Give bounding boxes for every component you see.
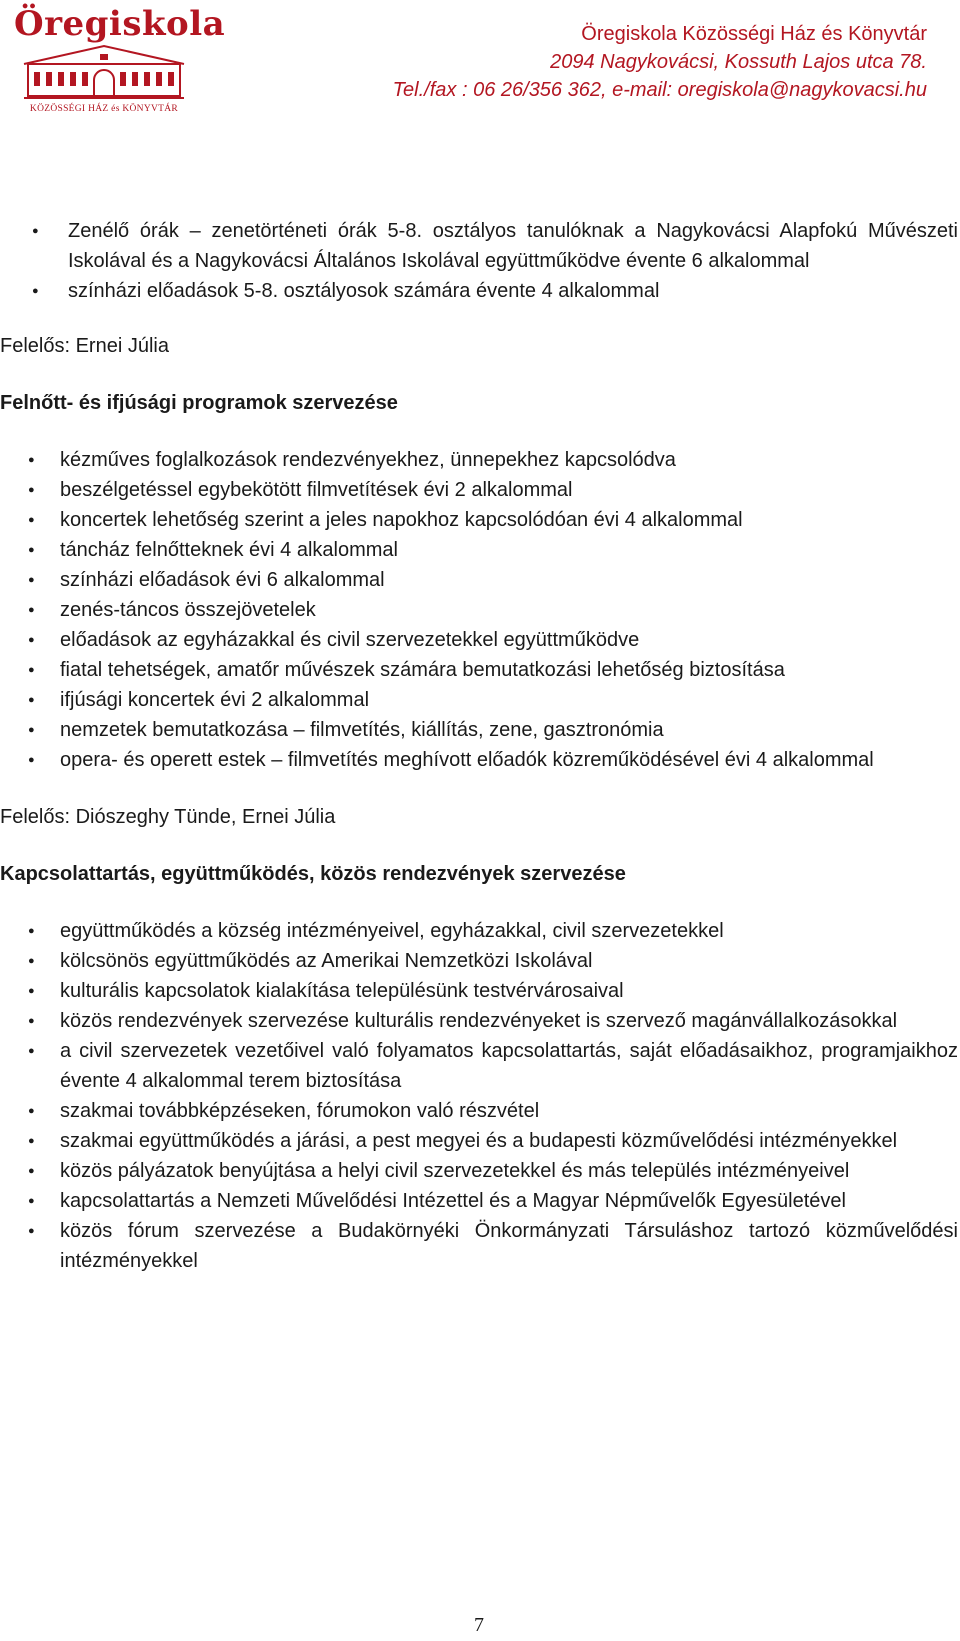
address: 2094 Nagykovácsi, Kossuth Lajos utca 78. — [550, 51, 927, 73]
cooperation-list — [0, 916, 958, 1276]
list-item: ● táncház felnőtteknek évi 4 alkalommal — [0, 535, 958, 565]
org-name: Öregiskola Közösségi Ház és Könyvtár — [581, 23, 927, 45]
list-item: ● közös pályázatok benyújtása a helyi civil szervezetekkel és más település intézményeivel — [0, 1156, 958, 1186]
list-item: ● szakmai továbbképzéseken, fórumokon való részvétel — [0, 1096, 958, 1126]
list-item: ● a civil szervezetek vezetőivel való folyamatos kapcsolattartás, saját előadásaikhoz, programjaikhoz évente 4 alkalommal terem biztosítása — [0, 1036, 958, 1096]
logo-title: Öregiskola — [14, 4, 226, 44]
contact-line: Tel./fax : 06 26/356 362, e-mail: oregiskola@nagykovacsi.hu — [392, 79, 927, 101]
list-item: ● kézműves foglalkozások rendezvényekhez, ünnepekhez kapcsolódva — [0, 445, 958, 475]
list-item: ● kapcsolattartás a Nemzeti Művelődési Intézettel és a Magyar Népművelők Egyesületével — [0, 1186, 958, 1216]
list-item: ● beszélgetéssel egybekötött filmvetítések évi 2 alkalommal — [0, 475, 958, 505]
responsible-person: Felelős: Diószeghy Tünde, Ernei Júlia — [0, 806, 336, 828]
list-item: ● szakmai együttműködés a járási, a pest megyei és a budapesti közművelődési intézményekkel — [0, 1126, 958, 1156]
list-item: ● Zenélő órák – zenetörténeti órák 5-8. osztályos tanulóknak a Nagykovácsi Alapfokú Művészeti Iskolával és a Nagykovácsi Általános Iskolával együttműködve évente 6 alkalommal — [0, 216, 958, 276]
school-programs-list — [0, 216, 958, 306]
list-item: ● koncertek lehetőség szerint a jeles napokhoz kapcsolódóan évi 4 alkalommal — [0, 505, 958, 535]
school-building-icon — [20, 42, 188, 102]
list-item: ● ifjúsági koncertek évi 2 alkalommal — [0, 685, 958, 715]
list-item: ● színházi előadások évi 6 alkalommal — [0, 565, 958, 595]
page-number: 7 — [474, 1614, 484, 1636]
list-item: ● nemzetek bemutatkozása – filmvetítés, kiállítás, zene, gasztronómia — [0, 715, 958, 745]
list-item: ● színházi előadások 5-8. osztályosok számára évente 4 alkalommal — [0, 276, 958, 306]
header-contact — [393, 20, 927, 104]
section-heading-adult-youth: Felnőtt- és ifjúsági programok szervezése — [0, 392, 398, 414]
adult-youth-programs-list — [0, 445, 958, 775]
list-item: ● kulturális kapcsolatok kialakítása településünk testvérvárosaival — [0, 976, 958, 1006]
list-item: ● zenés-táncos összejövetelek — [0, 595, 958, 625]
logo — [14, 4, 226, 116]
list-item: ● közös rendezvények szervezése kulturális rendezvényeket is szervező magánvállalkozásokkal — [0, 1006, 958, 1036]
logo-subtitle: KÖZÖSSÉGI HÁZ és KÖNYVTÁR — [29, 104, 179, 114]
list-item: ● fiatal tehetségek, amatőr művészek számára bemutatkozási lehetőség biztosítása — [0, 655, 958, 685]
section-heading-cooperation: Kapcsolattartás, együttműködés, közös rendezvények szervezése — [0, 863, 626, 885]
responsible-person: Felelős: Ernei Júlia — [0, 335, 169, 357]
list-item: ● kölcsönös együttműködés az Amerikai Nemzetközi Iskolával — [0, 946, 958, 976]
document-body — [0, 216, 958, 1276]
list-item: ● opera- és operett estek – filmvetítés meghívott előadók közreműködésével évi 4 alkalommal — [0, 745, 958, 775]
list-item: ● közös fórum szervezése a Budakörnyéki Önkormányzati Társuláshoz tartozó közművelődési intézményekkel — [0, 1216, 958, 1276]
list-item: ● együttműködés a község intézményeivel, egyházakkal, civil szervezetekkel — [0, 916, 958, 946]
list-item: ● előadások az egyházakkal és civil szervezetekkel együttműködve — [0, 625, 958, 655]
